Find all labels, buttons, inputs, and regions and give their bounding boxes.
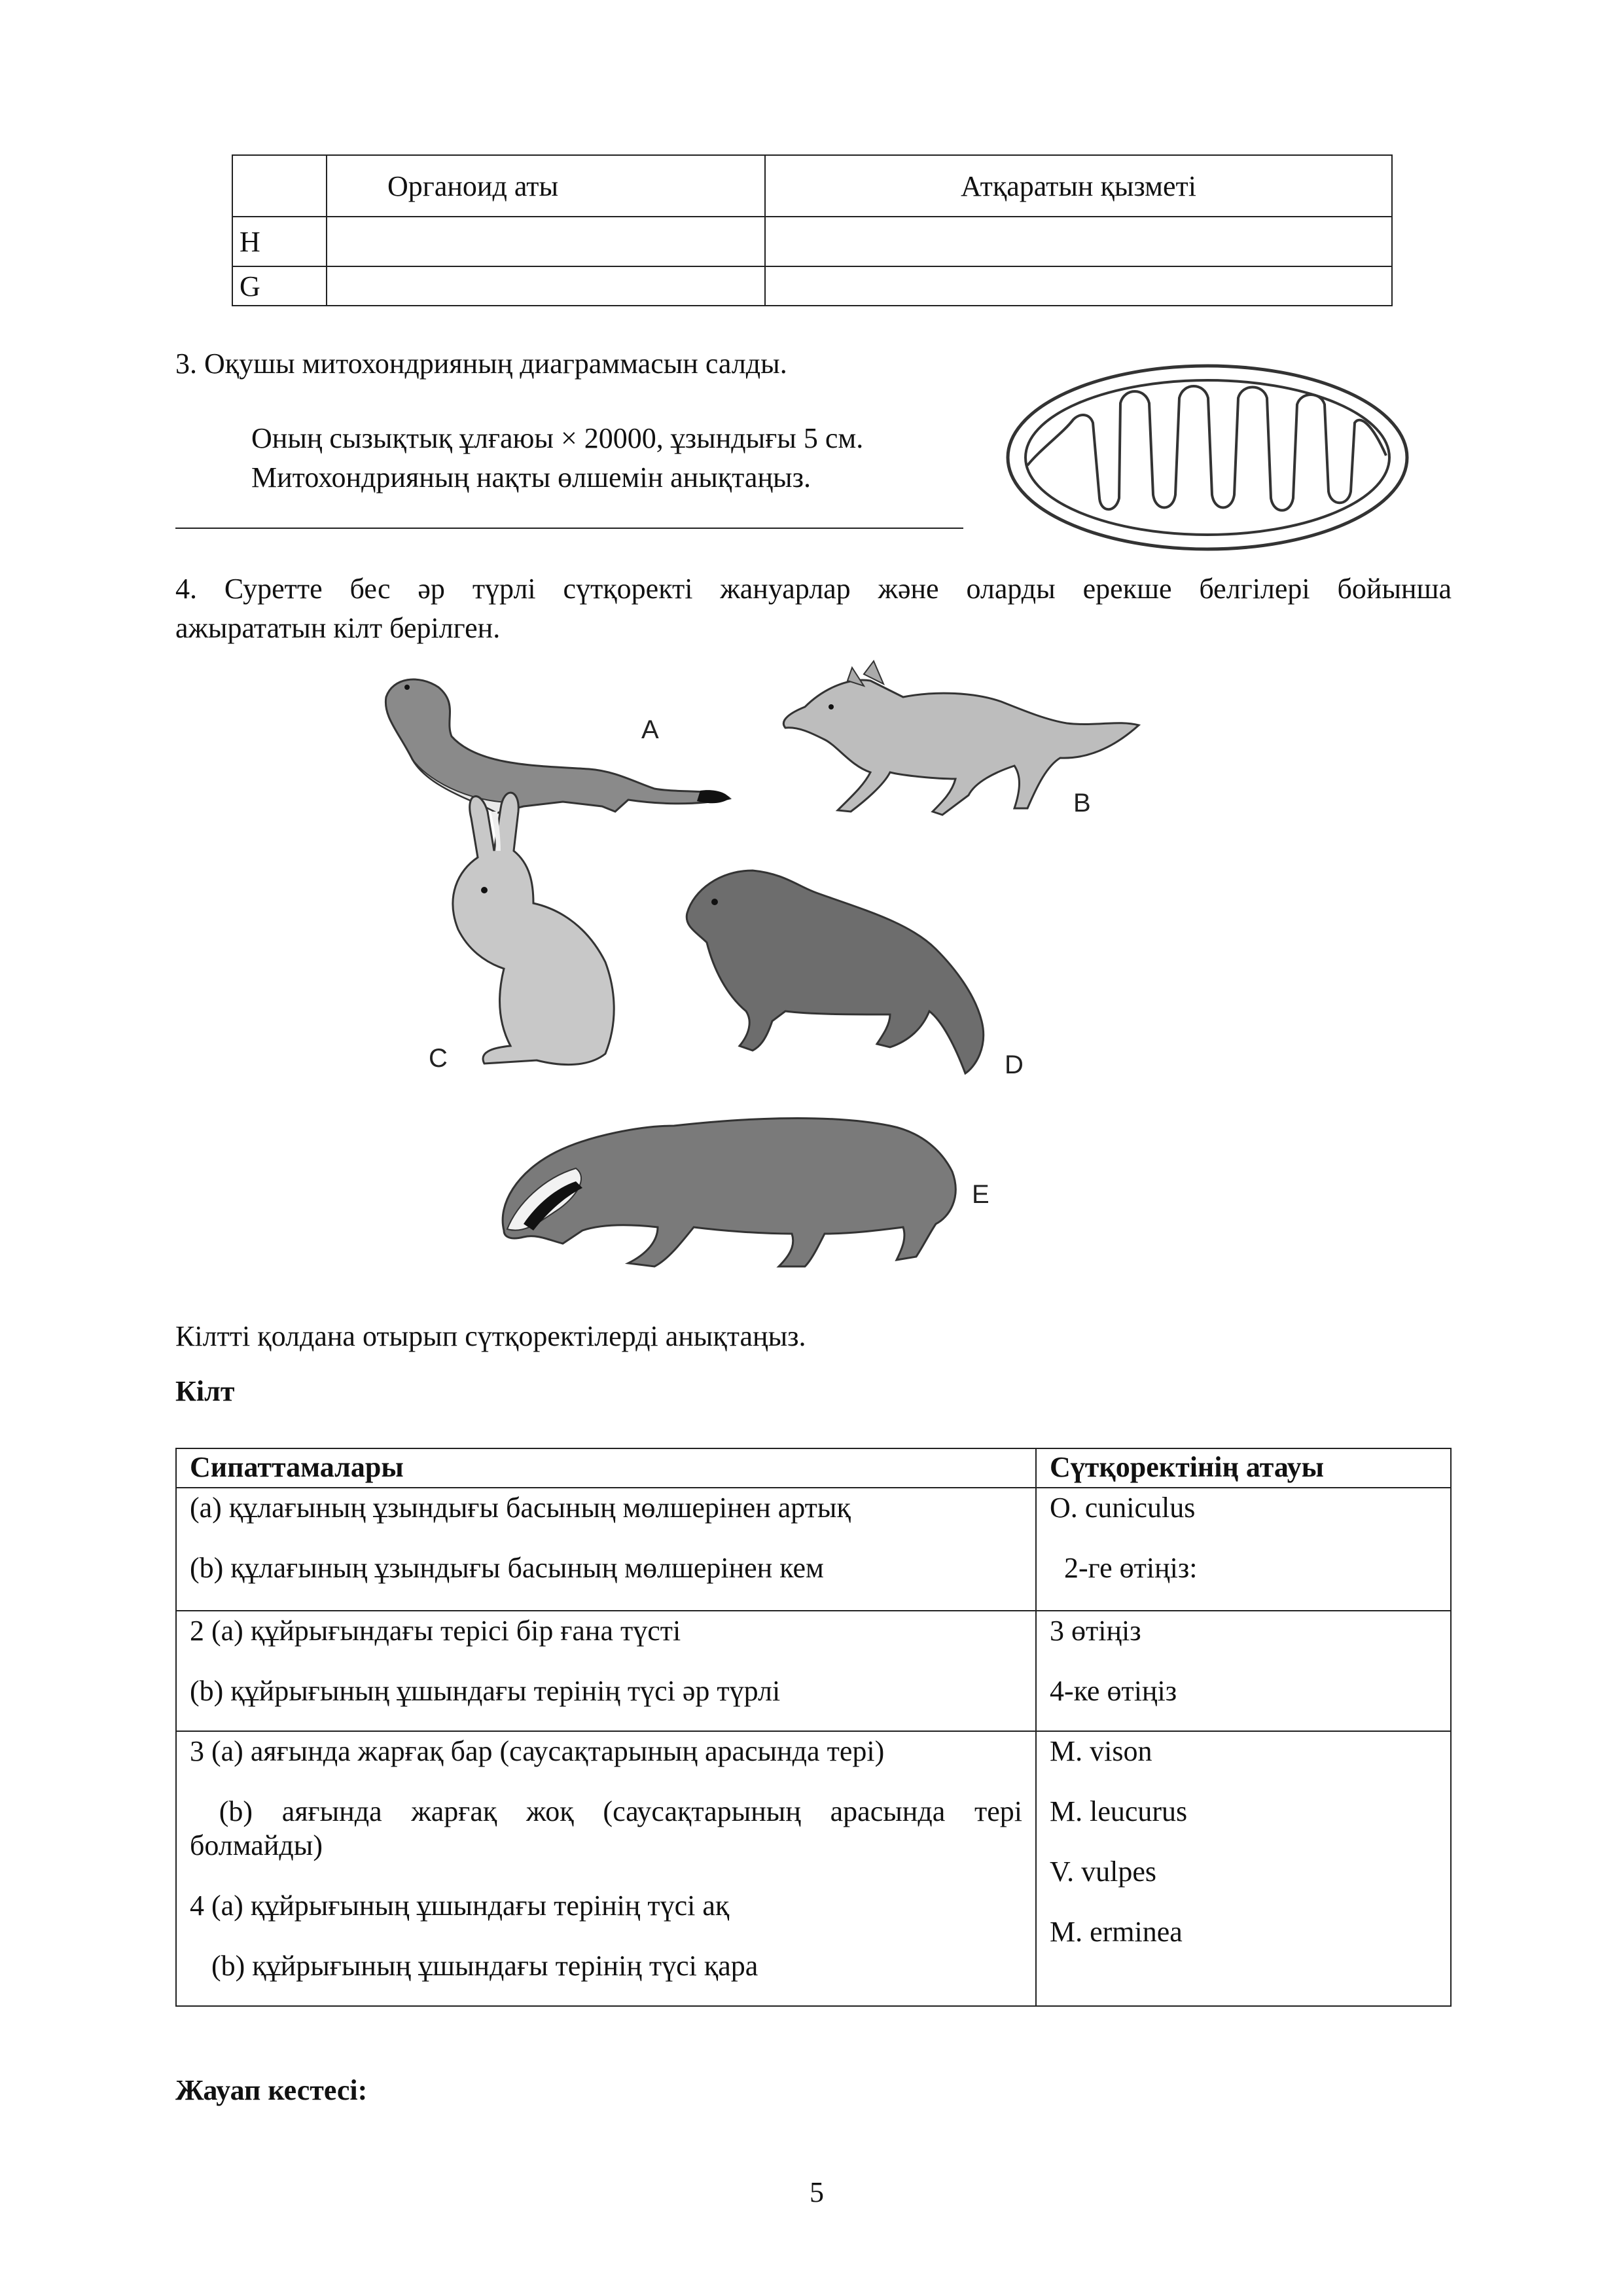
key-heading: Кілт bbox=[175, 1375, 235, 1407]
animal-label-d: D bbox=[1005, 1050, 1024, 1079]
key-text: 2 (a) құйрығындағы терісі бір ғана түсті bbox=[190, 1615, 681, 1647]
animal-a-stoat bbox=[385, 679, 730, 813]
question3-line1: Оның сызықтық ұлғаюы × 20000, ұзындығы 5 см. bbox=[251, 422, 864, 454]
key-text: 2-ге өтіңіз: bbox=[1050, 1552, 1198, 1584]
key-text: O. cuniculus bbox=[1050, 1492, 1196, 1524]
key-row2-description bbox=[176, 1611, 1036, 1731]
answer-table-heading: Жауап кестесі: bbox=[175, 2074, 368, 2106]
key-text: 3 өтіңіз bbox=[1050, 1615, 1141, 1647]
table-cell bbox=[327, 266, 765, 306]
instruction-text: Кілтті қолдана отырып сүтқоректілерді анықтаңыз. bbox=[175, 1320, 806, 1352]
key-text: (a) құлағының ұзындығы басының мөлшерінен артық bbox=[190, 1492, 851, 1524]
key-header-name: Сүтқоректінің атауы bbox=[1036, 1448, 1451, 1488]
animal-label-b: B bbox=[1073, 789, 1091, 817]
animal-c-rabbit bbox=[453, 793, 614, 1064]
key-row3-name bbox=[1036, 1731, 1451, 2006]
key-text: M. leucurus bbox=[1050, 1795, 1188, 1827]
answer-line bbox=[175, 528, 963, 529]
animals-illustration bbox=[366, 655, 1257, 1283]
animal-d-mink bbox=[687, 870, 983, 1073]
key-text: M. erminea bbox=[1050, 1916, 1183, 1948]
key-text: M. vison bbox=[1050, 1735, 1152, 1767]
table-cell bbox=[765, 266, 1392, 306]
table-row bbox=[232, 217, 1392, 266]
page-number: 5 bbox=[810, 2176, 824, 2208]
key-row1-name bbox=[1036, 1488, 1451, 1611]
key-header-description: Сипаттамалары bbox=[176, 1448, 1036, 1488]
key-text: (b) құйрығының ұшындағы терінің түсі әр түрлі bbox=[190, 1675, 781, 1707]
table-row bbox=[176, 1488, 1451, 1611]
key-text: болмайды) bbox=[190, 1829, 323, 1861]
key-text: (b) құлағының ұзындығы басының мөлшерінен кем bbox=[190, 1552, 824, 1584]
animal-label-a: A bbox=[641, 715, 659, 744]
question4-line1: 4. Суретте бес әр түрлі сүтқоректі жануарлар және оларды ерекше белгілері бойынша bbox=[175, 573, 1452, 605]
key-text: 4-ке өтіңіз bbox=[1050, 1675, 1177, 1707]
question3-line2: Митохондрияның нақты өлшемін анықтаңыз. bbox=[251, 461, 811, 493]
table-cell bbox=[327, 217, 765, 266]
row-label: G bbox=[232, 266, 327, 306]
key-row1-description bbox=[176, 1488, 1036, 1611]
organoid-header-function: Атқаратын қызметі bbox=[765, 155, 1392, 217]
mitochondrion-diagram bbox=[1001, 357, 1414, 558]
key-table bbox=[175, 1448, 1452, 2007]
table-cell bbox=[765, 217, 1392, 266]
table-row bbox=[176, 1611, 1451, 1731]
organoid-table bbox=[232, 154, 1393, 306]
key-text: (b) аяғында жарғақ жоқ (саусақтарының арасында тері bbox=[190, 1795, 1022, 1827]
key-text: (b) құйрығының ұшындағы терінің түсі қара bbox=[190, 1950, 758, 1982]
key-text: V. vulpes bbox=[1050, 1856, 1156, 1888]
question3-heading: 3. Оқушы митохондрияның диаграммасын салды. bbox=[175, 348, 787, 380]
table-row bbox=[176, 1731, 1451, 2006]
table-row bbox=[232, 266, 1392, 306]
key-text: 4 (a) құйрығының ұшындағы терінің түсі ақ bbox=[190, 1890, 730, 1922]
animal-label-e: E bbox=[972, 1180, 990, 1209]
question4-line2: ажырататын кілт берілген. bbox=[175, 612, 501, 644]
row-label: H bbox=[232, 217, 327, 266]
animal-e-badger bbox=[503, 1118, 955, 1266]
key-row2-name bbox=[1036, 1611, 1451, 1731]
organoid-header-name: Органоид аты bbox=[327, 155, 765, 217]
key-text: 3 (a) аяғында жарғақ бар (саусақтарының арасында тері) bbox=[190, 1735, 885, 1767]
key-row3-description bbox=[176, 1731, 1036, 2006]
animal-label-c: C bbox=[429, 1044, 448, 1073]
organoid-header-empty bbox=[232, 155, 327, 217]
